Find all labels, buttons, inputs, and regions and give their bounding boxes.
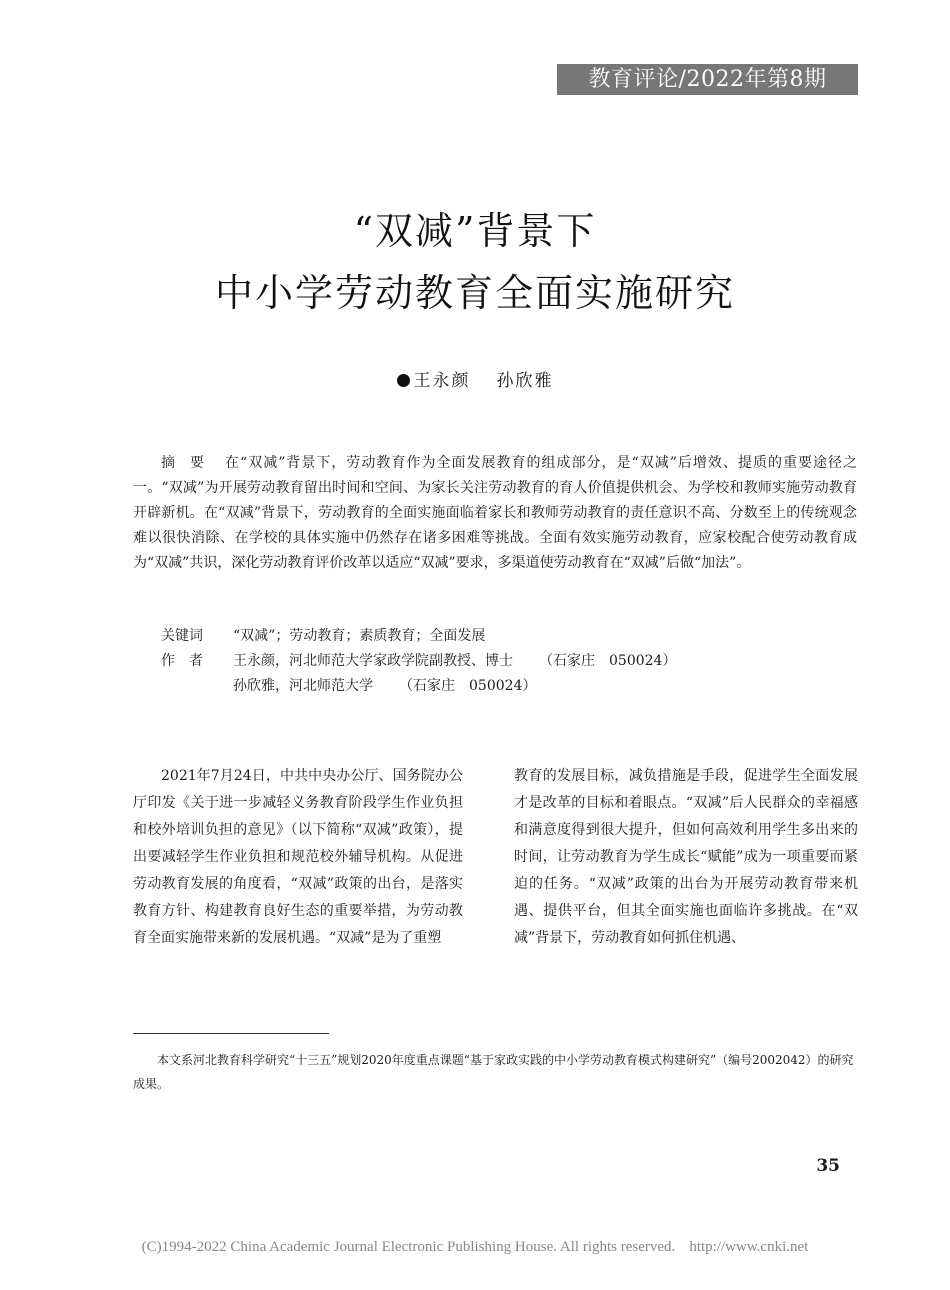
- footnote-text: 本文系河北教育科学研究“十三五”规划2020年度重点课题“基于家政实践的中小学劳动教育模式构建研究”（编号2002042）的研究成果。: [133, 1053, 854, 1091]
- body-right-paragraph: 教育的发展目标，减负措施是手段，促进学生全面发展才是改革的目标和着眼点。“双减”后人民群众的幸福感和满意度得到很大提升，但如何高效利用学生多出来的时间，让劳动教育为学生成长“赋能”成为一项重要而紧迫的任务。“双减”政策的出台为开展劳动教育带来机遇、提供平台，但其全面实施也面临许多挑战。在“双减”背景下，劳动教育如何抓住机遇、: [514, 768, 858, 946]
- body-left-paragraph: 2021年7月24日，中共中央办公厅、国务院办公厅印发《关于进一步减轻义务教育阶段学生作业负担和校外培训负担的意见》（以下简称“双减”政策），提出要减轻学生作业负担和规范校外辅导机构。从促进劳动教育发展的角度看，“双减”政策的出台，是落实教育方针、构建教育良好生态的重要举措，为劳动教育全面实施带来新的发展机遇。“双减”是为了重塑: [133, 768, 463, 946]
- keywords-label: 关键词: [161, 628, 203, 644]
- journal-issue-banner: 教育评论/2022年第8期: [557, 64, 858, 95]
- keywords-text: “双减”；劳动教育；素质教育；全面发展: [233, 628, 486, 644]
- body-left-column: [133, 763, 463, 952]
- page-number: 35: [816, 1156, 840, 1176]
- footnote: [133, 1048, 863, 1096]
- abstract-text: 在“双减”背景下，劳动教育作为全面发展教育的组成部分，是“双减”后增效、提质的重要途径之一。“双减”为开展劳动教育留出时间和空间、为家长关注劳动教育的育人价值提供机会、为学校和教师实施劳动教育开辟新机。在“双减”背景下，劳动教育的全面实施面临着家长和教师劳动教育的责任意识不高、分数至上的传统观念难以很快消除、在学校的具体实施中仍然存在诸多困难等挑战。全面有效实施劳动教育，应家校配合使劳动教育成为“双减”共识，深化劳动教育评价改革以适应“双减”要求，多渠道使劳动教育在“双减”后做“加法”。: [133, 455, 858, 571]
- footnote-divider: [133, 1033, 329, 1034]
- author-info-label: 作者: [161, 653, 217, 669]
- author-name-1: 王永颜: [413, 371, 471, 391]
- bullet-icon: [397, 374, 410, 387]
- copyright-text: (C)1994-2022 China Academic Journal Electronic Publishing House. All rights reserved.: [141, 1239, 676, 1255]
- author-info-entry-1: 王永颜，河北师范大学家政学院副教授、博士: [233, 653, 513, 669]
- article-title-line-2: 中小学劳动教育全面实施研究: [214, 271, 735, 315]
- author-line: [0, 366, 950, 391]
- author-info-2: [233, 674, 857, 699]
- copyright-url[interactable]: http://www.cnki.net: [689, 1239, 809, 1255]
- abstract-label: 摘要: [161, 455, 220, 471]
- copyright-notice: [0, 1239, 950, 1256]
- author-info-address-2: （石家庄 050024）: [399, 678, 537, 694]
- abstract: [133, 451, 857, 576]
- author-info-entry-2: 孙欣雅，河北师范大学: [233, 678, 373, 694]
- body-right-column: [514, 763, 858, 952]
- author-info-address-1: （石家庄 050024）: [539, 653, 677, 669]
- keywords: [161, 624, 857, 649]
- author-name-2: 孙欣雅: [496, 371, 554, 391]
- article-title-line-1: “双减”背景下: [353, 209, 597, 253]
- author-info-1: [161, 649, 857, 674]
